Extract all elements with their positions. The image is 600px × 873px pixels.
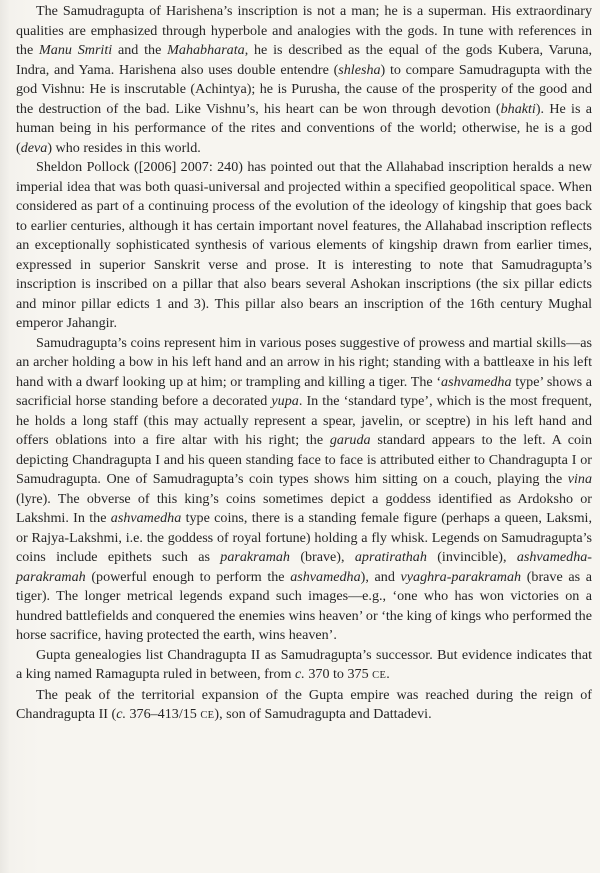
text-run: and the xyxy=(112,42,168,58)
text-run: Sheldon Pollock ([2006] 2007: 240) has pointed out that the Allahabad inscription heralds a new imperial idea that was both quasi-universal and projected within a specified geopolitical space. When considered as part of a continuing process of the evolution of the ideology of kingship that goes back to earlier centuries, although it has certain important novel features, the Allahabad inscription reflects an exceptionally sophisticated synthesis of various elements of kingship drawn from earlier times, expressed in superior Sanskrit verse and prose. It is interesting to note that Samudragupta’s inscription is inscribed on a pillar that also bears several Ashokan inscriptions (the six pillar edicts and minor pillar edicts 1 and 3). This pillar also bears an inscription of the 16th century Mughal emperor Jahangir. xyxy=(16,159,592,331)
italic-run: ashvamedha xyxy=(290,568,361,585)
italic-run: ashvamedha-parakramah xyxy=(16,549,592,585)
text-run: . xyxy=(386,666,390,682)
text-run: (lyre). The obverse of this king’s coins sometimes depict a goddess identified as Ardoksho or Lakshmi. In the xyxy=(16,490,592,526)
text-run: Samudragupta’s coins represent him in various poses suggestive of prowess and martial skills—as an archer holding a bow in his left hand and an arrow in his right; standing with a battleaxe in his left hand with a dwarf looking up at him; or trampling and killing a tiger. The ‘ xyxy=(16,334,592,390)
italic-run: shlesha xyxy=(338,61,381,78)
italic-run: deva xyxy=(20,139,48,156)
small-caps-run: CE xyxy=(200,710,215,721)
text-run: ), son of Samudragupta and Dattadevi. xyxy=(214,706,432,722)
text-run: 370 to 375 xyxy=(304,666,373,682)
paragraph xyxy=(16,686,592,726)
italic-run: garuda xyxy=(329,432,371,448)
paragraph xyxy=(16,334,592,646)
text-run: (powerful enough to perform the xyxy=(85,568,291,585)
text-run: ) who resides in this world. xyxy=(47,139,201,156)
text-run: type coins, there is a standing female figure (perhaps a queen, Laksmi, or Rajya-Lakshmi, i.e. the goddess of royal fortune) holding a fly whisk. Legends on Samudragupta’s coins include epithets such as xyxy=(16,510,592,565)
paragraph xyxy=(16,2,592,158)
text-run: standard appears to the left. A coin depicting Chandragupta I and his queen standing face to face is attributed either to Chandragupta I or Samudragupta. One of Samudragupta’s coin types shows him sitting on a couch, playing the xyxy=(16,432,592,487)
text-run: , he is described as the equal of the gods Kubera, Varuna, Indra, and Yama. Harishena also uses double entendre ( xyxy=(16,42,592,78)
small-caps-run: CE xyxy=(372,670,387,681)
italic-run: yupa xyxy=(271,393,299,409)
italic-run: ashvamedha xyxy=(110,510,182,526)
paragraph xyxy=(16,646,592,686)
italic-run: c. xyxy=(295,666,305,682)
italic-run: parakramah xyxy=(220,549,290,565)
italic-run: apratirathah xyxy=(354,549,427,565)
text-run: (invincible), xyxy=(426,549,517,565)
text-run: . In the ‘standard type’, which is the most frequent, he holds a long staff (this may actually represent a spear, javelin, or sceptre) in his left hand and offers oblations into a fire altar with his right; the xyxy=(16,393,592,448)
paragraph xyxy=(16,158,592,334)
text-run: (brave as a tiger). The longer metrical legends expand such images—e.g., ‘one who has won victories on a hundred battlefields and conquered the enemies wins heaven’ or ‘the king of kings who performed the horse sacrifice, having protected the earth, wins heaven’. xyxy=(16,568,592,643)
text-run: ). He is a human being in his performance of the rites and conventions of the world; otherwise, he is a god ( xyxy=(16,100,592,156)
text-run: The peak of the territorial expansion of the Gupta empire was reached during the reign of Chandragupta II ( xyxy=(16,686,592,722)
italic-run: Manu Smriti xyxy=(39,42,113,58)
text-run: The Samudragupta of Harishena’s inscription is not a man; he is a superman. His extraordinary qualities are emphasized through hyperbole and analogies with the gods. In tune with references in the xyxy=(16,3,592,58)
text-run: ) to compare Samudragupta with the god Vishnu: He is inscrutable (Achintya); he is Purusha, the cause of the prosperity of the good and the destruction of the bad. Like Vishnu’s, his heart can be won through devotion ( xyxy=(16,61,592,117)
text-run: ), and xyxy=(360,568,401,585)
body-text xyxy=(16,2,592,726)
italic-run: ashvamedha xyxy=(441,373,512,390)
text-run: 376–413/15 xyxy=(125,706,201,722)
italic-run: Mahabharata xyxy=(167,42,245,58)
italic-run: bhakti xyxy=(500,100,536,117)
text-run: Gupta genealogies list Chandragupta II as Samudragupta’s successor. But evidence indicates that a king named Ramagupta ruled in between, from xyxy=(16,646,592,682)
italic-run: c. xyxy=(116,706,126,722)
italic-run: vina xyxy=(567,471,592,487)
text-run: type’ shows a sacrificial horse standing before a decorated xyxy=(16,373,593,409)
italic-run: vyaghra-parakramah xyxy=(400,568,522,585)
text-run: (brave), xyxy=(289,549,355,565)
